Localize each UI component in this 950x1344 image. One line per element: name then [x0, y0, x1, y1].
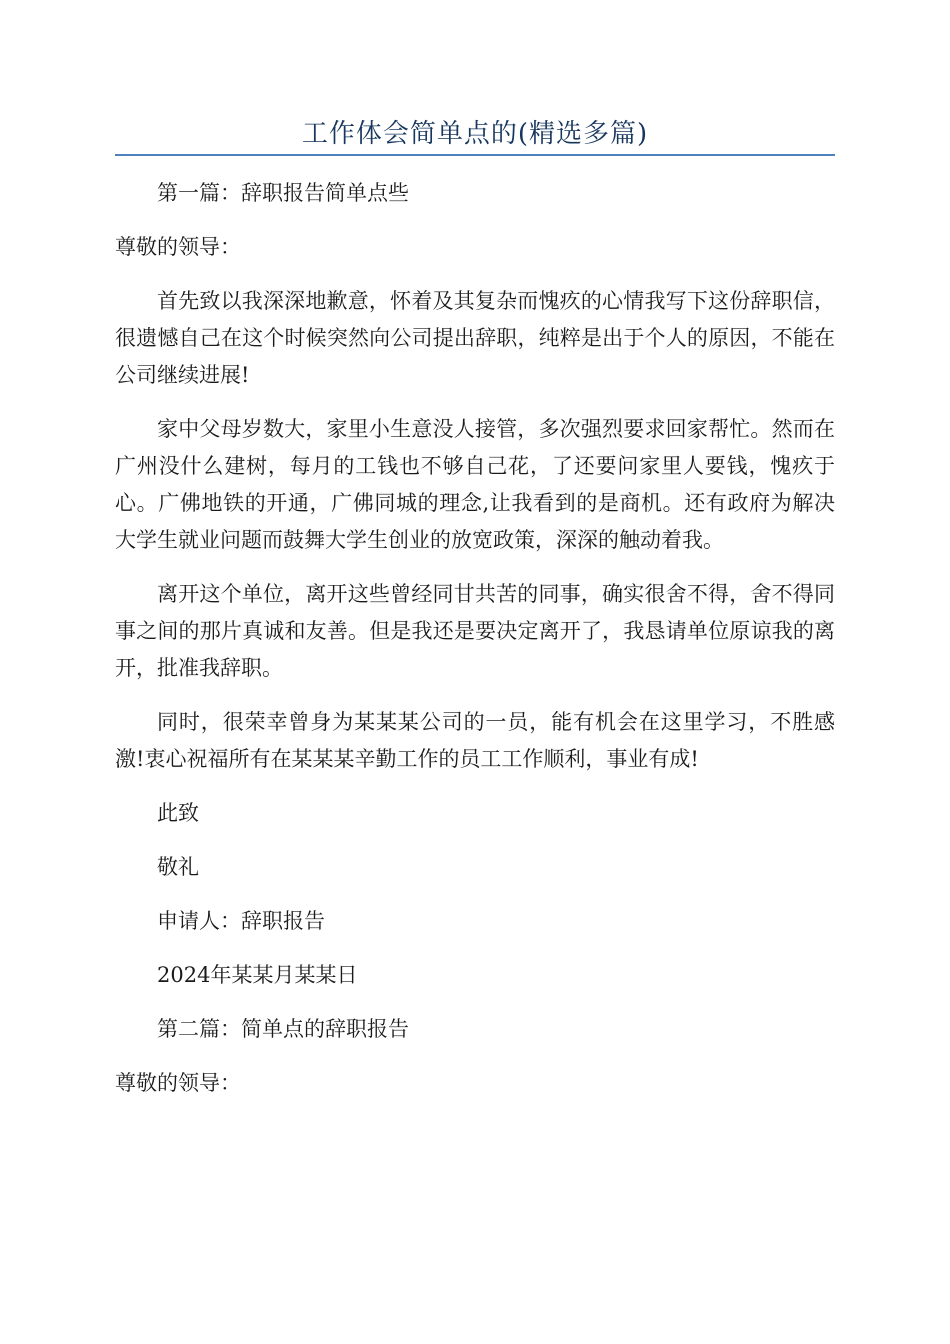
salutation-1: 尊敬的领导： — [115, 235, 241, 259]
paragraph-leaving: 离开这个单位，离开这些曾经同甘共苦的同事，确实很舍不得，舍不得同事之间的那片真诚和友善。但是我还是要决定离开了，我恳请单位原谅我的离开，批准我辞职。 — [115, 582, 835, 680]
document-title: 工作体会简单点的(精选多篇) — [301, 119, 649, 149]
paragraph-apology: 首先致以我深深地歉意，怀着及其复杂而愧疚的心情我写下这份辞职信，很遗憾自己在这个时候突然向公司提出辞职，纯粹是出于个人的原因，不能在公司继续进展! — [115, 289, 835, 387]
salutation-2: 尊敬的领导： — [115, 1071, 241, 1095]
closing-jingli: 敬礼 — [157, 855, 199, 879]
paragraph-family-reason: 家中父母岁数大，家里小生意没人接管，多次强烈要求回家帮忙。然而在广州没什么建树，每月的工钱也不够自己花，了还要问家里人要钱，愧疚于心。广佛地铁的开通，广佛同城的理念,让我看到的是商机。还有政府为解决大学生就业问题而鼓舞大学生创业的放宽政策，深深的触动着我。 — [115, 417, 835, 552]
title-underline — [115, 154, 835, 156]
section-heading-1: 第一篇：辞职报告简单点些 — [157, 181, 409, 205]
date-line: 2024年某某月某某日 — [157, 963, 358, 987]
applicant-line: 申请人：辞职报告 — [157, 909, 325, 933]
closing-cizhi: 此致 — [157, 801, 199, 825]
document-body — [115, 175, 835, 1119]
section-heading-2: 第二篇：简单点的辞职报告 — [157, 1017, 409, 1041]
paragraph-gratitude: 同时，很荣幸曾身为某某某公司的一员，能有机会在这里学习，不胜感激!衷心祝福所有在某某某辛勤工作的员工工作顺利，事业有成! — [115, 710, 835, 771]
